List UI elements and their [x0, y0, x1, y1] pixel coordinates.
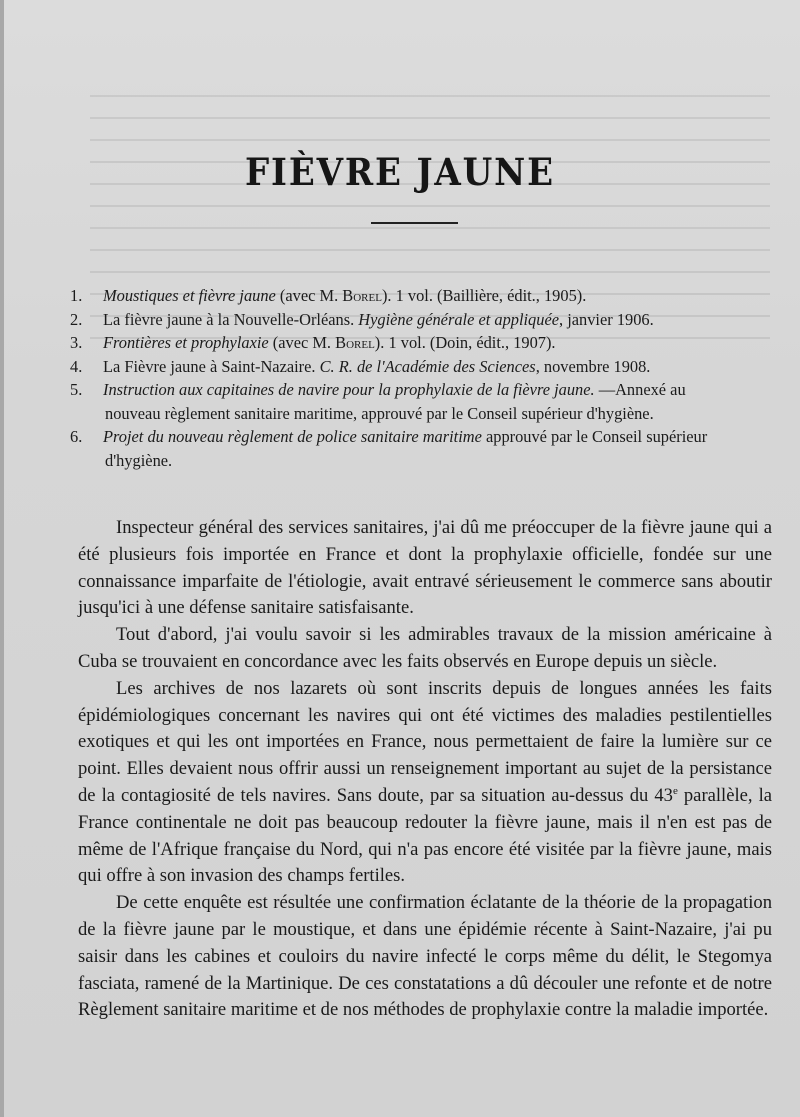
reference-item: 5. Instruction aux capitaines de navire pour la prophylaxie de la fièvre jaune. —Annexé au nouveau règlement sanitaire maritime, approuvé par le Conseil supérieur d'hygiène. — [70, 380, 686, 423]
reference-item: 3. Frontières et prophylaxie (avec M. Borel). 1 vol. (Doin, édit., 1907). — [70, 333, 556, 352]
reference-item: 1. Moustiques et fièvre jaune (avec M. Borel). 1 vol. (Baillière, édit., 1905). — [70, 286, 587, 305]
title-rule — [371, 222, 458, 224]
reference-item: 4. La Fièvre jaune à Saint-Nazaire. C. R. de l'Académie des Sciences, novembre 1908. — [70, 356, 651, 376]
paragraph: De cette enquête est résultée une confirmation éclatante de la théorie de la propagation de la fièvre jaune par le moustique, et dans une épidémie récente à Saint-Nazaire, j'ai pu saisir dans les cabines et couloirs du navire infecté le corps même du délit, le Stegomya fasciata, ramené de la Martinique. De ces constatations a dû découler une refonte et de notre Règlement sanitaire maritime et de nos méthodes de prophylaxie contre la maladie importée. — [78, 892, 772, 1021]
body-text — [78, 515, 772, 1024]
paragraph: Tout d'abord, j'ai voulu savoir si les admirables travaux de la mission américaine à Cuba se trouvaient en concordance avec les faits observés en Europe depuis un siècle. — [78, 624, 772, 672]
reference-item: 6. Projet du nouveau règlement de police sanitaire maritime approuvé par le Conseil supérieur d'hygiène. — [70, 427, 708, 470]
reference-item: 2. La fièvre jaune à la Nouvelle-Orléans. Hygiène générale et appliquée, janvier 1906. — [70, 309, 654, 329]
page-title: FIÈVRE JAUNE — [245, 150, 555, 194]
reference-list — [70, 284, 770, 472]
paragraph: Inspecteur général des services sanitaires, j'ai dû me préoccuper de la fièvre jaune qui a été plusieurs fois importée en France et dont la prophylaxie officielle, fondée sur une connaissance imparfaite de l'étiologie, avait entravé sérieusement le commerce sans aboutir jusqu'ici à une défense sanitaire satisfaisante. — [78, 517, 772, 619]
paragraph: Les archives de nos lazarets où sont inscrits depuis de longues années les faits épidémiologiques concernant les navires qui ont été victimes des maladies pestilentielles exotiques et qui les ont importées en France, nous permettaient de faire la lumière sur ce point. Elles devaient nous offrir aussi un renseignement important au sujet de la persistance de la contagiosité de tels navires. Sans doute, par sa situation au-dessus du 43e parallèle, la France continentale ne doit pas beaucoup redouter la fièvre jaune, mais il n'en est pas de même de l'Afrique française du Nord, qui n'a pas encore été visitée par la fièvre jaune, mais qui offre à son invasion des champs fertiles. — [78, 677, 772, 887]
